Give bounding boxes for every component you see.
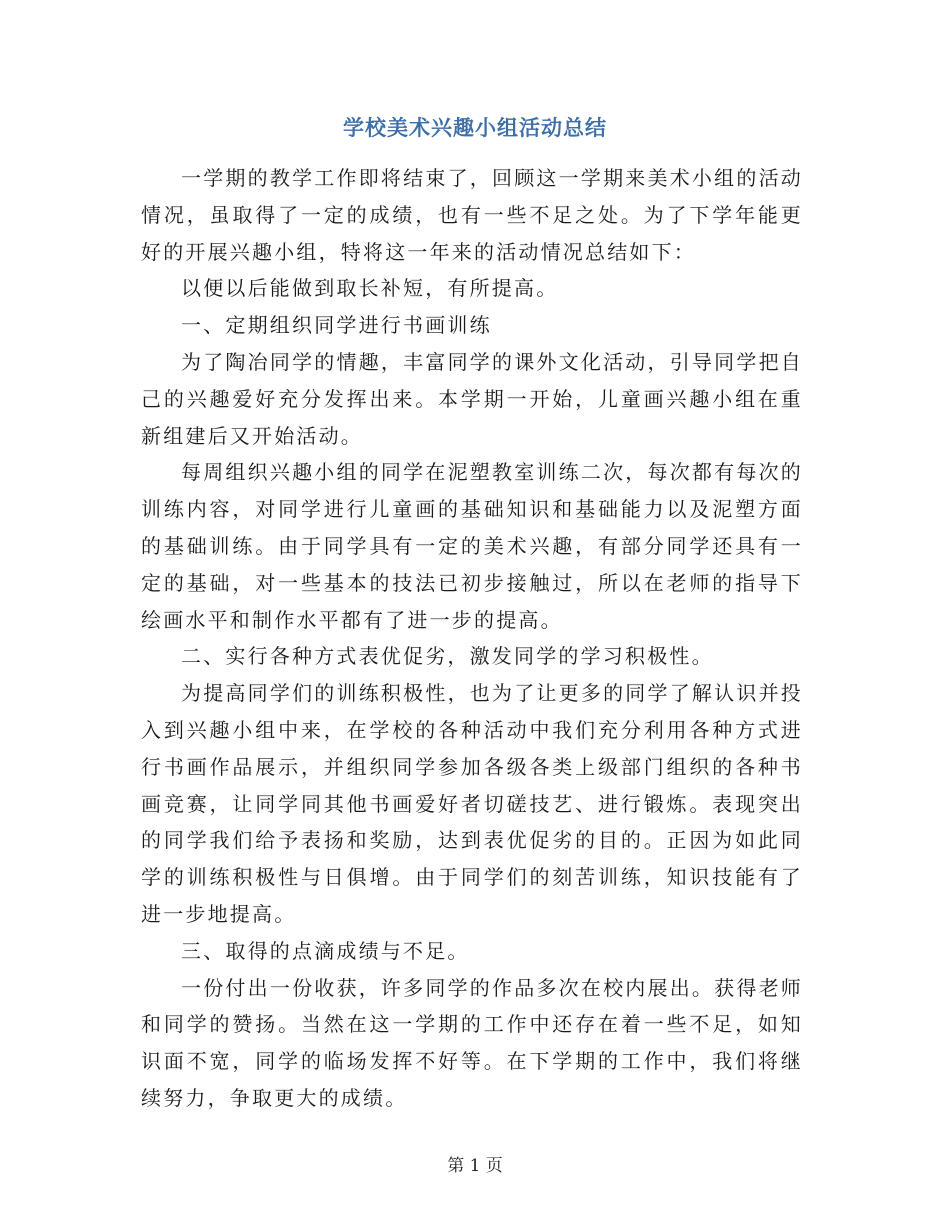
- section-1-paragraph-1: 为了陶冶同学的情趣，丰富同学的课外文化活动，引导同学把自己的兴趣爱好充分发挥出来。本学期一开始，儿童画兴趣小组在重新组建后又开始活动。: [141, 349, 803, 448]
- document-body: [141, 160, 803, 1117]
- document-title: 学校美术兴趣小组活动总结: [343, 115, 607, 140]
- intro-closing-paragraph: 以便以后能做到取长补短，有所提高。: [181, 276, 559, 301]
- page-number: 第 1 页: [447, 1156, 503, 1176]
- section-heading-1: 一、定期组织同学进行书画训练: [181, 313, 492, 338]
- section-2-paragraph: 为提高同学们的训练积极性，也为了让更多的同学了解认识并投入到兴趣小组中来，在学校的各种活动中我们充分利用各种方式进行书画作品展示，并组织同学参加各级各类上级部门组织的各种书画竞赛，让同学同其他书画爱好者切磋技艺、进行锻炼。表现突出的同学我们给予表扬和奖励，达到表优促劣的目的。正因为如此同学的训练积极性与日俱增。由于同学们的刻苦训练，知识技能有了进一步地提高。: [141, 681, 803, 926]
- intro-paragraph: 一学期的教学工作即将结束了，回顾这一学期来美术小组的活动情况，虽取得了一定的成绩，也有一些不足之处。为了下学年能更好的开展兴趣小组，特将这一年来的活动情况总结如下：: [141, 166, 803, 264]
- section-heading-3: 三、取得的点滴成绩与不足。: [181, 938, 470, 963]
- section-3-paragraph: 一份付出一份收获，许多同学的作品多次在校内展出。获得老师和同学的赞扬。当然在这一学期的工作中还存在着一些不足，如知识面不宽，同学的临场发挥不好等。在下学期的工作中，我们将继续努力，争取更大的成绩。: [141, 975, 803, 1110]
- section-1-paragraph-2: 每周组织兴趣小组的同学在泥塑教室训练二次，每次都有每次的训练内容，对同学进行儿童画的基础知识和基础能力以及泥塑方面的基础训练。由于同学具有一定的美术兴趣，有部分同学还具有一定的基础，对一些基本的技法已初步接触过，所以在老师的指导下绘画水平和制作水平都有了进一步的提高。: [141, 460, 803, 632]
- section-heading-2: 二、实行各种方式表优促劣，激发同学的学习积极性。: [181, 644, 714, 669]
